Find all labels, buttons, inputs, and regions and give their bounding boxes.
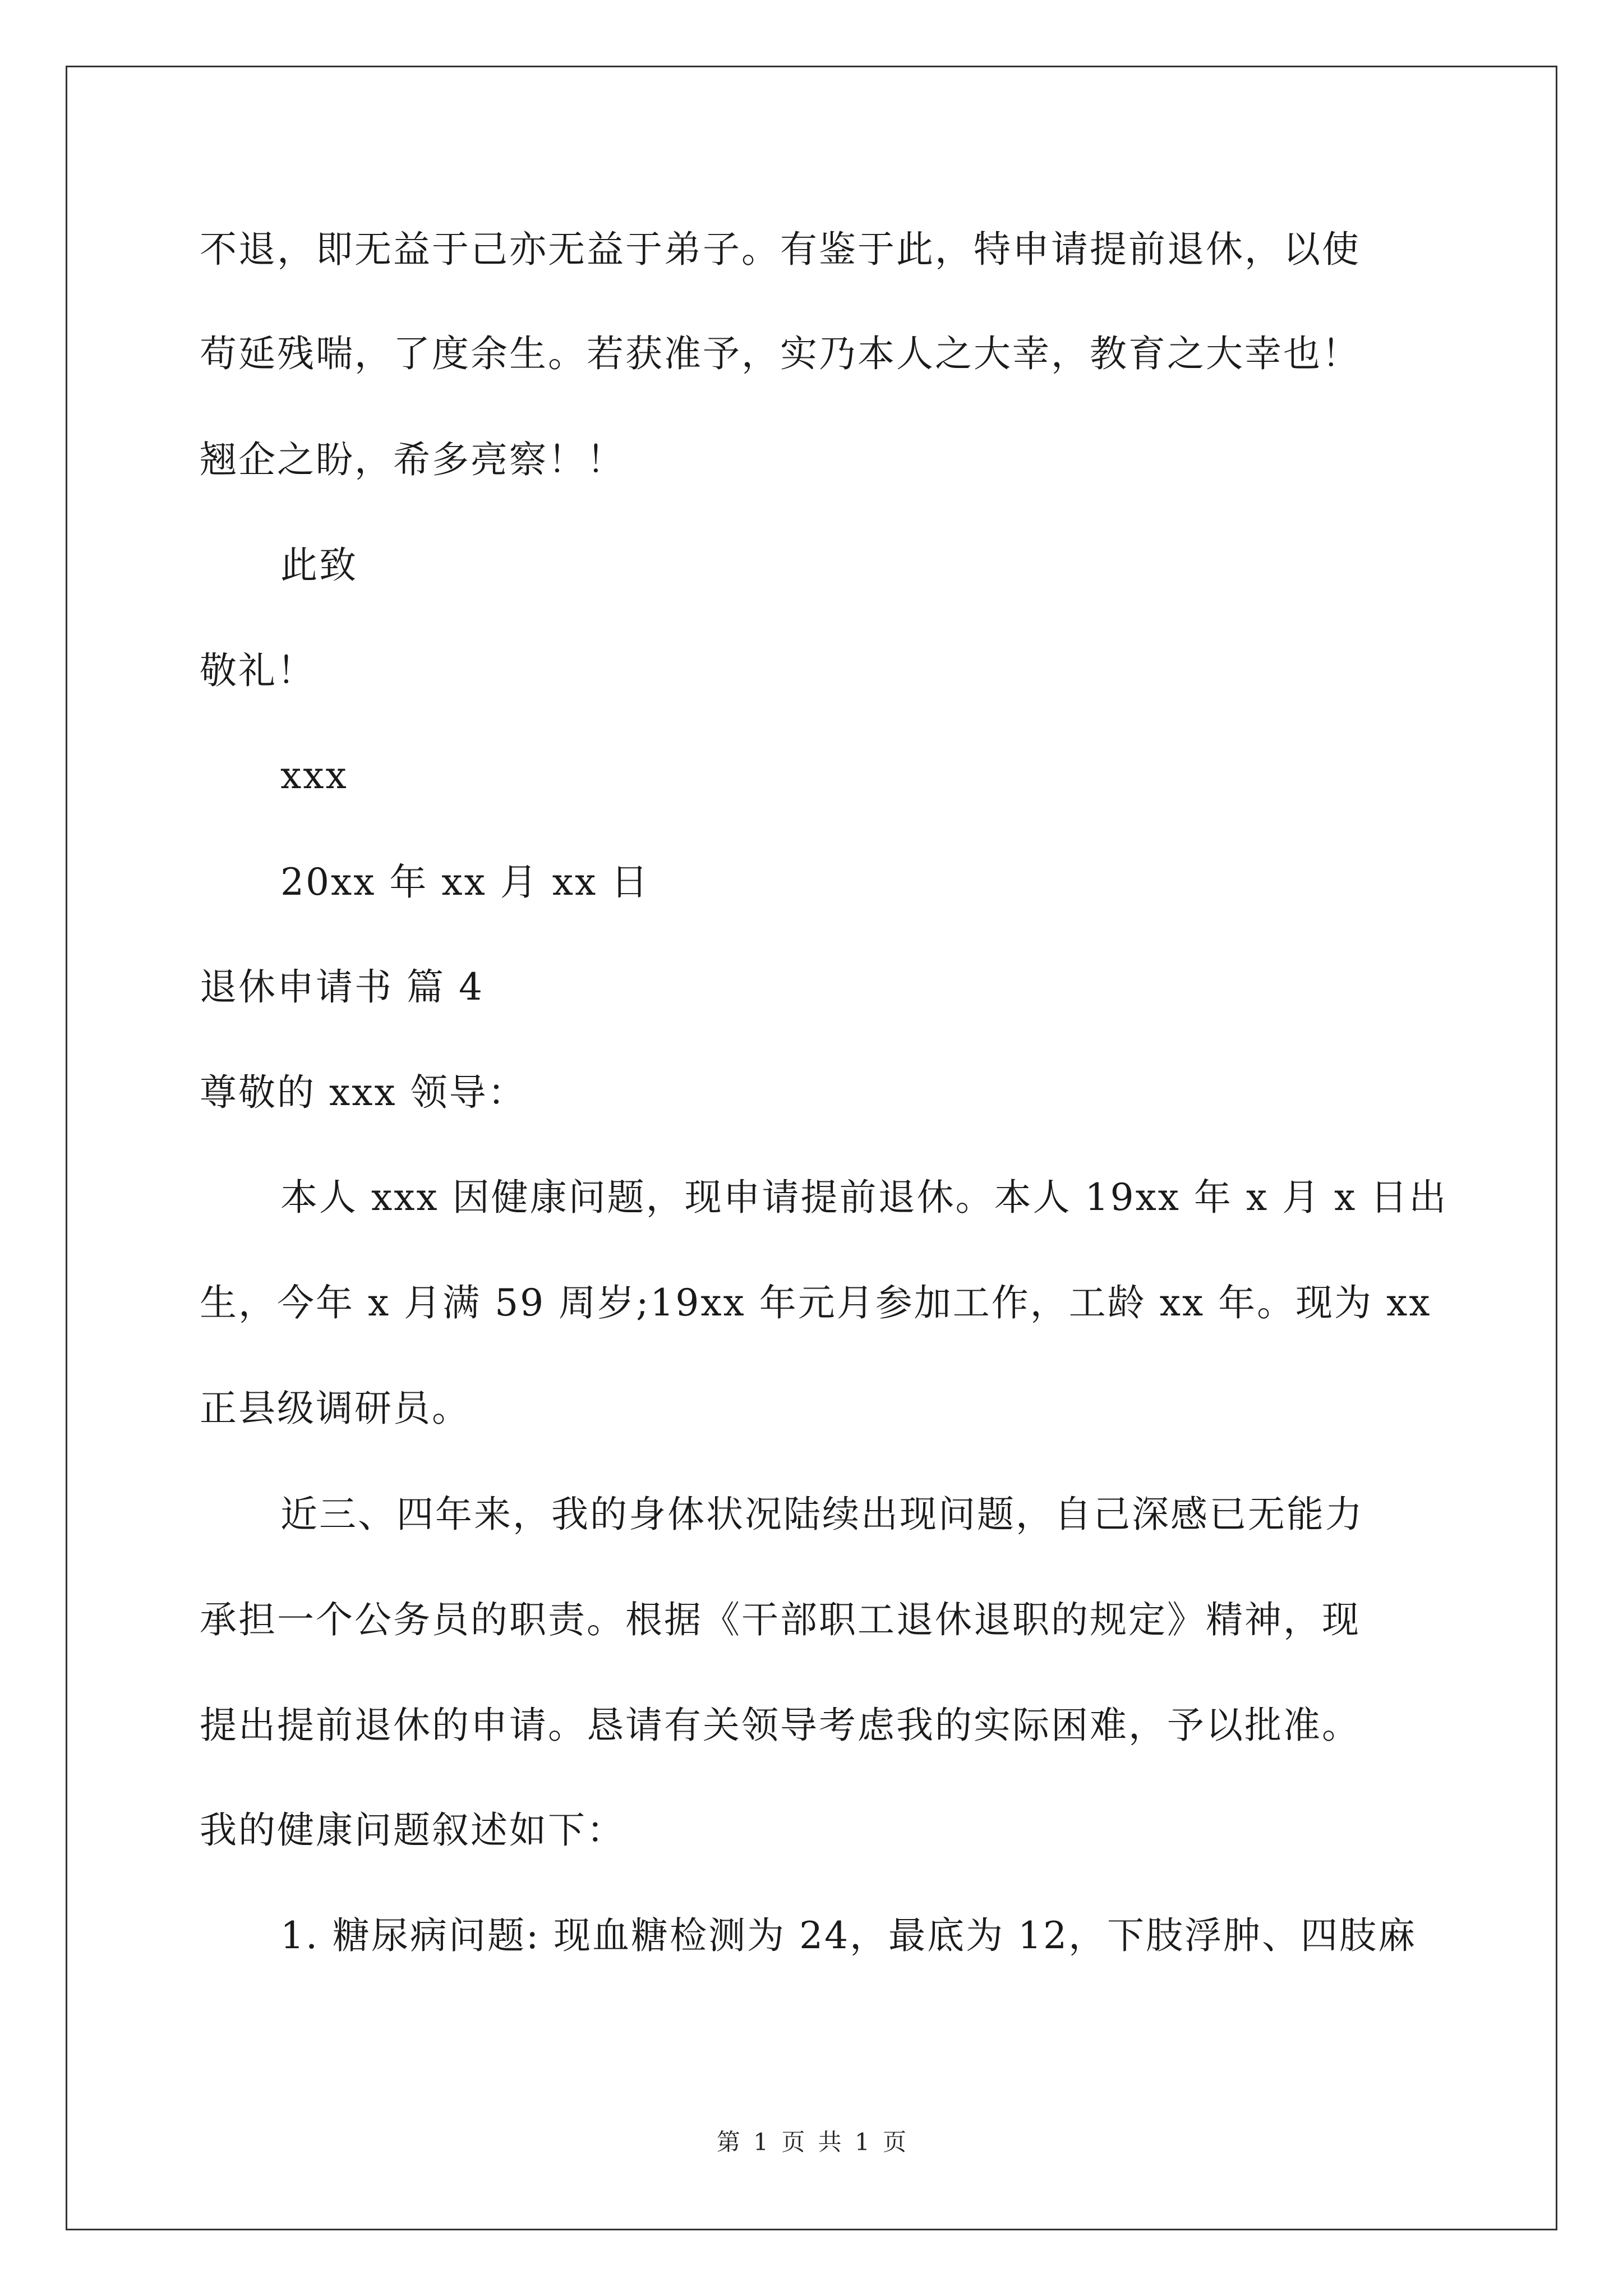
body-line-11: 生，今年 x 月满 59 周岁;19xx 年元月参加工作，工龄 xx 年。现为 xx	[200, 1281, 1432, 1324]
body-line-10: 本人 xxx 因健康问题，现申请提前退休。本人 19xx 年 x 月 x 日出	[280, 1176, 1448, 1219]
body-line-13: 近三、四年来，我的身体状况陆续出现问题，自己深感已无能力	[280, 1493, 1364, 1536]
greeting: 尊敬的 xxx 领导：	[200, 1071, 527, 1114]
closing-salutation: 此致	[280, 544, 358, 587]
body-line-2: 苟延残喘，了度余生。若获准予，实乃本人之大幸，教育之大幸也！	[200, 332, 1361, 375]
body-line-15: 提出提前退休的申请。恳请有关领导考虑我的实际困难，予以批准。	[200, 1704, 1361, 1747]
section-heading: 退休申请书 篇 4	[200, 965, 484, 1009]
page-border	[66, 66, 1557, 2230]
signature-date: 20xx 年 xx 月 xx 日	[280, 861, 650, 904]
page-footer: 第 1 页 共 1 页	[716, 2128, 907, 2156]
body-line-17: 1. 糖尿病问题: 现血糖检测为 24，最底为 12，下肢浮肿、四肢麻	[280, 1914, 1417, 1957]
body-line-3: 翘企之盼，希多亮察！！	[200, 438, 625, 481]
closing-regards: 敬礼！	[200, 649, 316, 692]
body-line-16: 我的健康问题叙述如下：	[200, 1809, 625, 1852]
signature-name: xxx	[280, 754, 348, 797]
body-line-12: 正县级调研员。	[200, 1387, 471, 1430]
body-line-1: 不退，即无益于己亦无益于弟子。有鉴于此，特申请提前退休，以使	[200, 228, 1361, 271]
body-line-14: 承担一个公务员的职责。根据《干部职工退休退职的规定》精神，现	[200, 1598, 1361, 1641]
